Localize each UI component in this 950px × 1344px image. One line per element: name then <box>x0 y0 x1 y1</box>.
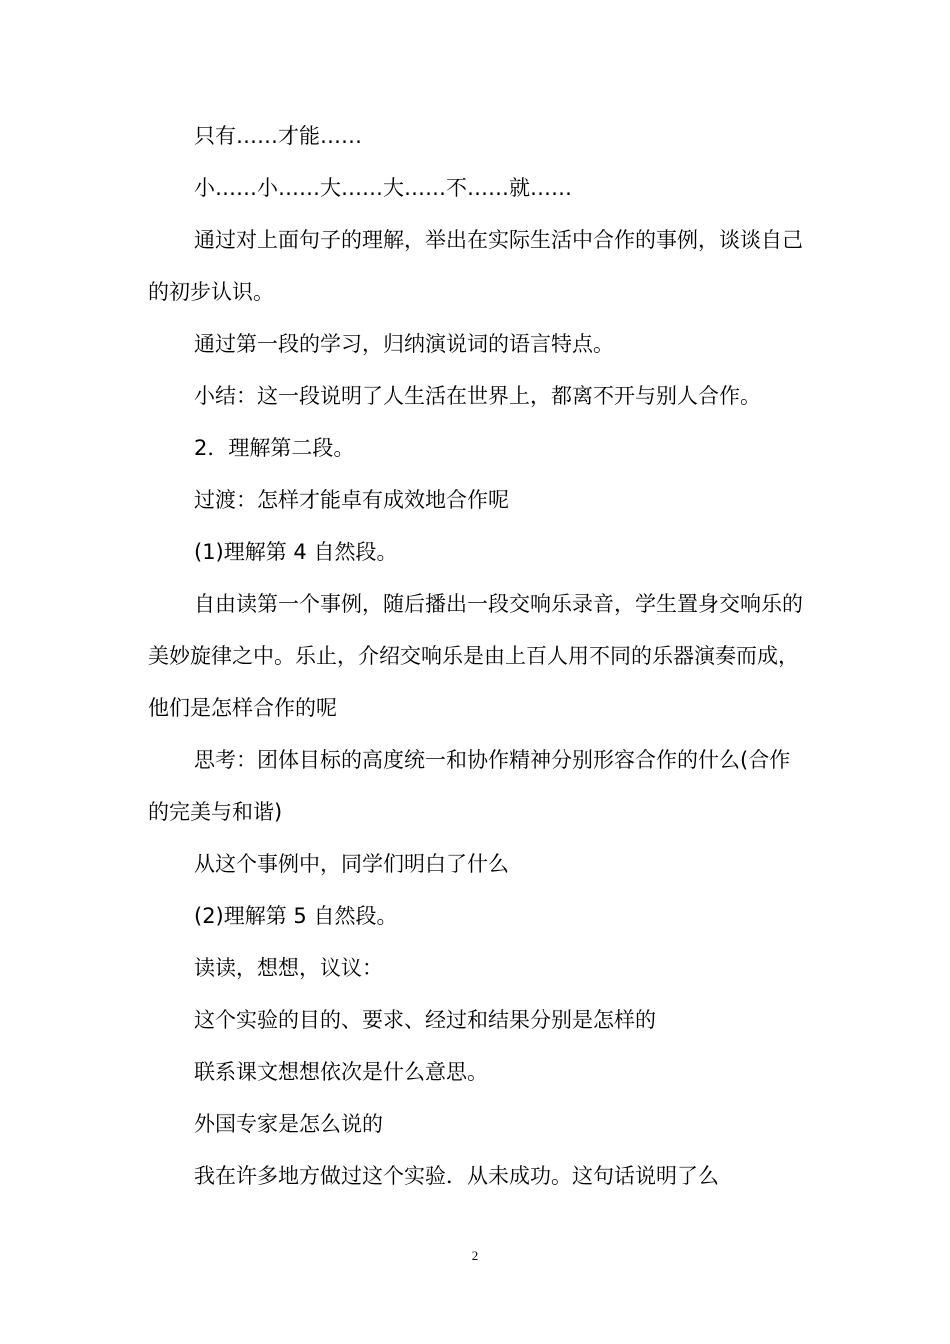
paragraph-15: 联系课文想想依次是什么意思。 <box>194 1060 488 1084</box>
paragraph-6: 2．理解第二段。 <box>194 436 355 460</box>
page-number: 2 <box>471 1248 479 1263</box>
paragraph-9: 自由读第一个事例，随后播出一段交响乐录音，学生置身交响乐的美妙旋律之中。乐止，介绍交响乐是由上百人用不同的乐器演奏而成，他们是怎样合作的呢 <box>148 592 803 720</box>
paragraph-11: 从这个事例中，同学们明白了什么 <box>194 852 509 876</box>
paragraph-7: 过渡：怎样才能卓有成效地合作呢 <box>194 488 509 512</box>
paragraph-1: 只有……才能…… <box>194 124 362 148</box>
paragraph-13: 读读，想想，议议： <box>194 956 383 980</box>
paragraph-2: 小……小……大……大……不……就…… <box>194 176 572 200</box>
paragraph-3: 通过对上面句子的理解，举出在实际生活中合作的事例，谈谈自己的初步认识。 <box>148 228 803 304</box>
paragraph-8: (1)理解第 4 自然段。 <box>194 540 398 564</box>
paragraph-14: 这个实验的目的、要求、经过和结果分别是怎样的 <box>194 1008 656 1032</box>
paragraph-17: 我在许多地方做过这个实验．从未成功。这句话说明了么 <box>194 1164 719 1188</box>
paragraph-4: 通过第一段的学习，归纳演说词的语言特点。 <box>194 332 614 356</box>
paragraph-10: 思考：团体目标的高度统一和协作精神分别形容合作的什么(合作的完美与和谐) <box>148 748 791 824</box>
paragraph-12: (2)理解第 5 自然段。 <box>194 904 398 928</box>
paragraph-5: 小结：这一段说明了人生活在世界上，都离不开与别人合作。 <box>194 384 761 408</box>
paragraph-16: 外国专家是怎么说的 <box>194 1112 383 1136</box>
document-body <box>148 110 808 1202</box>
